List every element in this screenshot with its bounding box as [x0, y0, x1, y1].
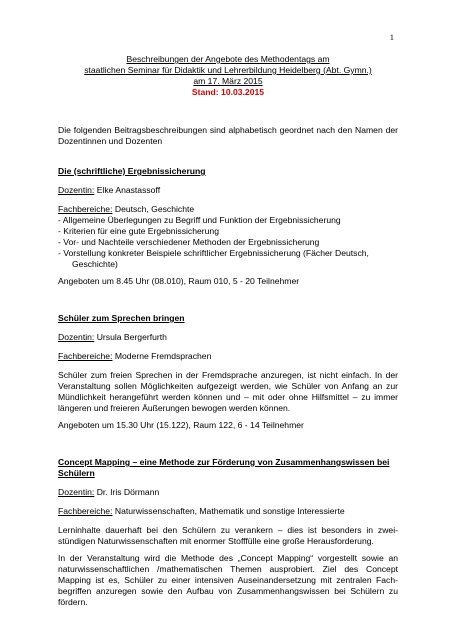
dozent-name: Elke Anastassoff — [94, 185, 161, 195]
fachbereiche-value: Moderne Fremdsprachen — [112, 351, 212, 361]
header-line-3: am 17. März 2015 — [193, 76, 263, 86]
list-item-continuation: Geschichte) — [72, 259, 118, 269]
list-item: - Kriterien für eine gute Ergebnissicherung — [58, 226, 219, 236]
topic-list — [58, 215, 398, 270]
intro-paragraph: Die folgenden Beitragsbeschreibungen sind alphabetisch geordnet nach den Namen der Dozentinnen und Dozenten — [58, 125, 398, 146]
dozent-label: Dozentin: — [58, 487, 95, 497]
header-line-1: Beschreibungen der Angebote des Methodentags am — [126, 54, 330, 64]
section-title: Die (schriftliche) Ergebnissicherung — [58, 166, 206, 176]
fachbereiche-value: Naturwissenschaften, Mathematik und sonstige Interessierte — [112, 506, 345, 516]
section-title: Schüler zum Sprechen bringen — [58, 313, 185, 323]
fachbereiche-line — [58, 351, 398, 362]
header-line-2: staatlichen Seminar für Didaktik und Lehrerbildung Heidelberg (Abt. Gymn.) — [84, 65, 372, 75]
fachbereiche-line — [58, 506, 398, 517]
dozent-label: Dozentin: — [58, 185, 95, 195]
list-item: - Vor- und Nachteile verschiedener Methoden der Ergebnissicherung — [58, 237, 320, 247]
fachbereiche-line — [58, 204, 398, 215]
dozent-line — [58, 332, 398, 343]
dozent-name: Ursula Bergerfurth — [94, 332, 167, 342]
dozent-line — [58, 487, 398, 498]
section-ergebnissicherung — [58, 166, 398, 287]
section-title: Concept Mapping – eine Methode zur Förderung von Zusammenhangswissen bei Schülern — [58, 457, 390, 478]
fachbereiche-label: Fachbereiche: — [58, 506, 113, 516]
list-item: - Allgemeine Überlegungen zu Begriff und Funktion der Ergebnissicherung — [58, 215, 341, 225]
section-concept-mapping — [58, 457, 398, 608]
description-paragraph: Schüler zum freien Sprechen in der Fremdsprache anzuregen, ist nicht einfach. In der Veranstaltung sollen Möglichkeiten aufgezeigt werden, wie Schüler von Anfang an zur Mündlichkeit herangeführt werden können und – mit oder ohne Hilfsmittel – zu immer längeren und freieren Äußerungen bewogen werden können. — [58, 370, 398, 413]
list-item — [58, 248, 398, 270]
fachbereiche-label: Fachbereiche: — [58, 351, 113, 361]
document-header — [58, 54, 398, 98]
dozent-line — [58, 185, 398, 196]
fachbereiche-label: Fachbereiche: — [58, 204, 113, 214]
dozent-label: Dozentin: — [58, 332, 95, 342]
dozent-name: Dr. Iris Dörmann — [94, 487, 160, 497]
description-paragraph-1: Lerninhalte dauerhaft bei den Schülern zu verankern – dies ist besonders in zwei-stündigen Naturwissenschaften mit enormer Stofffülle eine große Herausforderung. — [58, 525, 398, 546]
status-date: Stand: 10.03.2015 — [191, 87, 265, 97]
section-sprechen — [58, 313, 398, 431]
fachbereiche-value: Deutsch, Geschichte — [112, 204, 195, 214]
page-content — [58, 54, 398, 608]
page-number: 1 — [389, 32, 394, 42]
list-item-text: - Vorstellung konkreter Beispiele schriftlicher Ergebnissicherung (Fächer Deutsch, — [58, 248, 369, 258]
angebot-line: Angeboten um 8.45 Uhr (08.010), Raum 010, 5 - 20 Teilnehmer — [58, 276, 300, 286]
description-paragraph-2: In der Veranstaltung wird die Methode des „Concept Mapping“ vorgestellt sowie an naturwissenschaftlichen /mathematischen Themen ausprobiert. Ziel des Concept Mapping ist es, Schüler zu einer intensiven Auseinandersetzung mit zentralen Fach-begriffen anzuregen sowie den Aufbau von Zusammenhangswissen bei Schülern zu fördern. — [58, 553, 398, 607]
angebot-line: Angeboten um 15.30 Uhr (15.122), Raum 122, 6 - 14 Teilnehmer — [58, 420, 304, 430]
